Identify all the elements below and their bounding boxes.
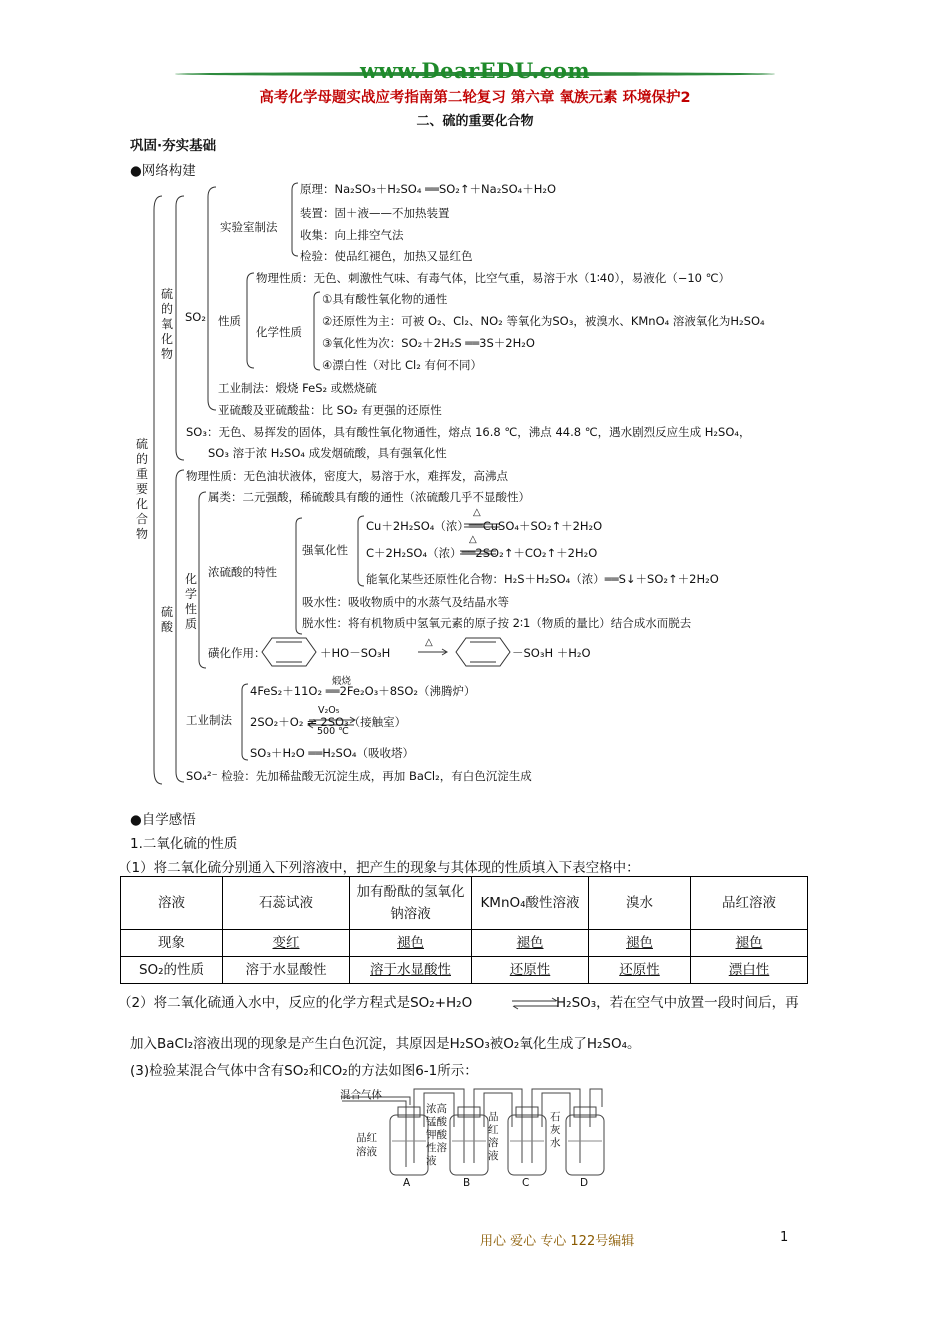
- table-cell: 褪色: [691, 930, 808, 957]
- tree-acid-phys: 物理性质：无色油状液体，密度大，易溶于水，难挥发，高沸点: [186, 469, 508, 483]
- heat-condition: △: [425, 637, 433, 648]
- bottle-a-reagent-label: 品红溶液: [356, 1132, 377, 1158]
- tree-lab-item: 收集：向上排空气法: [300, 228, 404, 242]
- tree-ind-item: 2SO₂＋O₂ ⇌ 2SO₃（接触室）: [250, 715, 407, 729]
- tree-acid-chem-label: 化学性质: [184, 572, 197, 631]
- network-label: ●网络构建: [130, 163, 196, 179]
- bottle-c-reagent-label: 品红溶液: [488, 1111, 499, 1162]
- tree-so4-test: SO₄²⁻ 检验：先加稀盐酸无沉淀生成，再加 BaCl₂，有白色沉淀生成: [186, 769, 532, 783]
- table-cell: SO₂的性质: [121, 957, 223, 984]
- tree-ind-acid-label: 工业制法: [186, 713, 232, 727]
- table-cell: 褪色: [472, 930, 589, 957]
- tree-sulfonation-product: －SO₃H ＋H₂O: [512, 646, 591, 660]
- question-1-2-part3: 加入BaCl₂溶液出现的现象是产生白色沉淀，其原因是H₂SO₃被O₂氧化生成了H₂SO₄。: [130, 1036, 641, 1052]
- temperature-condition: 500 ℃: [317, 726, 349, 737]
- tree-sulfonation-label: 磺化作用：: [208, 646, 266, 660]
- question-1-title: 1.二氧化硫的性质: [130, 836, 238, 852]
- tree-strong-ox-label: 强氧化性: [302, 543, 348, 557]
- table-header-cell: 品红溶液: [691, 877, 808, 930]
- self-study-label: ●自学感悟: [130, 812, 196, 828]
- tree-chem-label: 化学性质: [256, 325, 302, 339]
- section-subtitle: 二、硫的重要化合物: [416, 114, 534, 129]
- burn-condition: 煅烧: [332, 676, 352, 687]
- tree-absorb-text: 吸水性：吸收物质中的水蒸气及结晶水等: [302, 595, 509, 609]
- bottle-d-label: D: [580, 1177, 589, 1189]
- tree-oxide-label: 硫的氧化物: [160, 287, 173, 361]
- table-cell: 漂白性: [691, 957, 808, 984]
- reversible-arrow-icon: [510, 994, 560, 1014]
- table-cell: 褪色: [589, 930, 691, 957]
- tree-sulfite-text: 亚硫酸及亚硫酸盐：比 SO₂ 有更强的还原性: [218, 403, 442, 417]
- gas-washing-apparatus-figure: [340, 1083, 620, 1193]
- table-cell: 还原性: [472, 957, 589, 984]
- tree-ox-item: Cu＋2H₂SO₄（浓）══CuSO₄＋SO₂↑＋2H₂O: [366, 519, 603, 533]
- table-row: [121, 930, 808, 957]
- table-header-cell: 加有酚酞的氢氧化钠溶液: [350, 877, 472, 930]
- table-header-cell: 溶液: [121, 877, 223, 930]
- question-1-3: (3)检验某混合气体中含有SO₂和CO₂的方法如图6-1所示：: [130, 1063, 478, 1079]
- bottle-a-label: A: [403, 1177, 411, 1189]
- tree-acid-class: 属类：二元强酸，稀硫酸具有酸的通性（浓硫酸几乎不显酸性）: [208, 490, 530, 504]
- table-cell: 变红: [223, 930, 350, 957]
- tree-dehyd-text: 脱水性：将有机物质中氢氧元素的原子按 2∶1（物质的量比）结合成水而脱去: [302, 616, 692, 630]
- bottle-d-reagent-label: 石灰水: [550, 1111, 561, 1149]
- tree-chem-item: ④漂白性（对比 Cl₂ 有何不同）: [322, 358, 482, 372]
- tree-so2-label: SO₂: [185, 310, 206, 324]
- section-heading: 巩固·夯实基础: [130, 138, 217, 154]
- page-number: 1: [780, 1230, 789, 1245]
- question-1-2-part2: H₂SO₃，若在空气中放置一段时间后，再: [556, 995, 799, 1011]
- so2-properties-table: [120, 876, 808, 984]
- tree-chem-item: ①具有酸性氧化物的通性: [322, 292, 448, 306]
- tree-lab-label: 实验室制法: [220, 220, 278, 234]
- tree-acid-label: 硫酸: [160, 605, 173, 634]
- bottle-b-label: B: [463, 1177, 471, 1189]
- gas-inlet-label: 混合气体: [340, 1089, 382, 1101]
- bottle-b-reagent-label: 浓高锰酸钾酸性溶液: [426, 1103, 447, 1167]
- tree-lab-item: 原理：Na₂SO₃＋H₂SO₄ ══SO₂↑＋Na₂SO₄＋H₂O: [300, 182, 557, 196]
- table-cell: 溶于水显酸性: [223, 957, 350, 984]
- tree-root-label: 硫的重要化合物: [135, 437, 148, 541]
- table-header-cell: 溴水: [589, 877, 691, 930]
- table-header-row: [121, 877, 808, 930]
- tree-prop-label: 性质: [218, 314, 241, 328]
- site-url: www.DearEDU.com: [359, 58, 591, 83]
- tree-conc-label: 浓硫酸的特性: [208, 565, 277, 579]
- table-row: [121, 957, 808, 984]
- tree-ind-item: SO₃＋H₂O ══H₂SO₄（吸收塔）: [250, 746, 414, 760]
- tree-so3-text: SO₃ 溶于浓 H₂SO₄ 成发烟硫酸，具有强氧化性: [208, 446, 447, 460]
- footer-text: 用心 爱心 专心 122号编辑: [480, 1234, 635, 1249]
- question-1-1: （1）将二氧化硫分别通入下列溶液中，把产生的现象与其体现的性质填入下表空格中：: [118, 860, 640, 876]
- catalyst-condition: V₂O₅: [318, 705, 340, 716]
- table-header-cell: 石蕊试液: [223, 877, 350, 930]
- tree-lab-item: 检验：使品红褪色，加热又显红色: [300, 249, 473, 263]
- heat-condition: △: [473, 507, 481, 518]
- question-1-2-part1: （2）将二氧化硫通入水中，反应的化学方程式是SO₂+H₂O: [118, 995, 473, 1011]
- tree-ind-item: 4FeS₂＋11O₂ ══2Fe₂O₃＋8SO₂（沸腾炉）: [250, 684, 476, 698]
- table-cell: 现象: [121, 930, 223, 957]
- table-cell: 还原性: [589, 957, 691, 984]
- tree-chem-item: ③氧化性为次：SO₂＋2H₂S ══3S＋2H₂O: [322, 336, 535, 350]
- tree-industry-text: 工业制法：煅烧 FeS₂ 或燃烧硫: [218, 381, 377, 395]
- tree-phys-text: 物理性质：无色、刺激性气味、有毒气体，比空气重，易溶于水（1∶40），易液化（−10 ℃）: [256, 271, 731, 285]
- table-cell: 溶于水显酸性: [350, 957, 472, 984]
- tree-sulfonation-reagent: ＋HO－SO₃H: [320, 646, 391, 660]
- tree-chem-item: ②还原性为主：可被 O₂、Cl₂、NO₂ 等氧化为SO₃，被溴水、KMnO₄ 溶液氧化为H₂SO₄: [322, 314, 765, 328]
- heat-condition: △: [469, 534, 477, 545]
- tree-ox-item: C＋2H₂SO₄（浓）══2SO₂↑＋CO₂↑＋2H₂O: [366, 546, 598, 560]
- table-header-cell: KMnO₄酸性溶液: [472, 877, 589, 930]
- document-title: 高考化学母题实战应考指南第二轮复习 第六章 氧族元素 环境保护2: [259, 90, 691, 106]
- tree-lab-item: 装置：固＋液——不加热装置: [300, 206, 450, 220]
- bottle-c-label: C: [522, 1177, 530, 1189]
- table-cell: 褪色: [350, 930, 472, 957]
- tree-ox-item: 能氧化某些还原性化合物：H₂S＋H₂SO₄（浓）══S↓＋SO₂↑＋2H₂O: [366, 572, 719, 586]
- tree-so3-text: SO₃：无色、易挥发的固体，具有酸性氧化物通性，熔点 16.8 ℃，沸点 44.8 ℃，遇水剧烈反应生成 H₂SO₄，: [186, 425, 751, 439]
